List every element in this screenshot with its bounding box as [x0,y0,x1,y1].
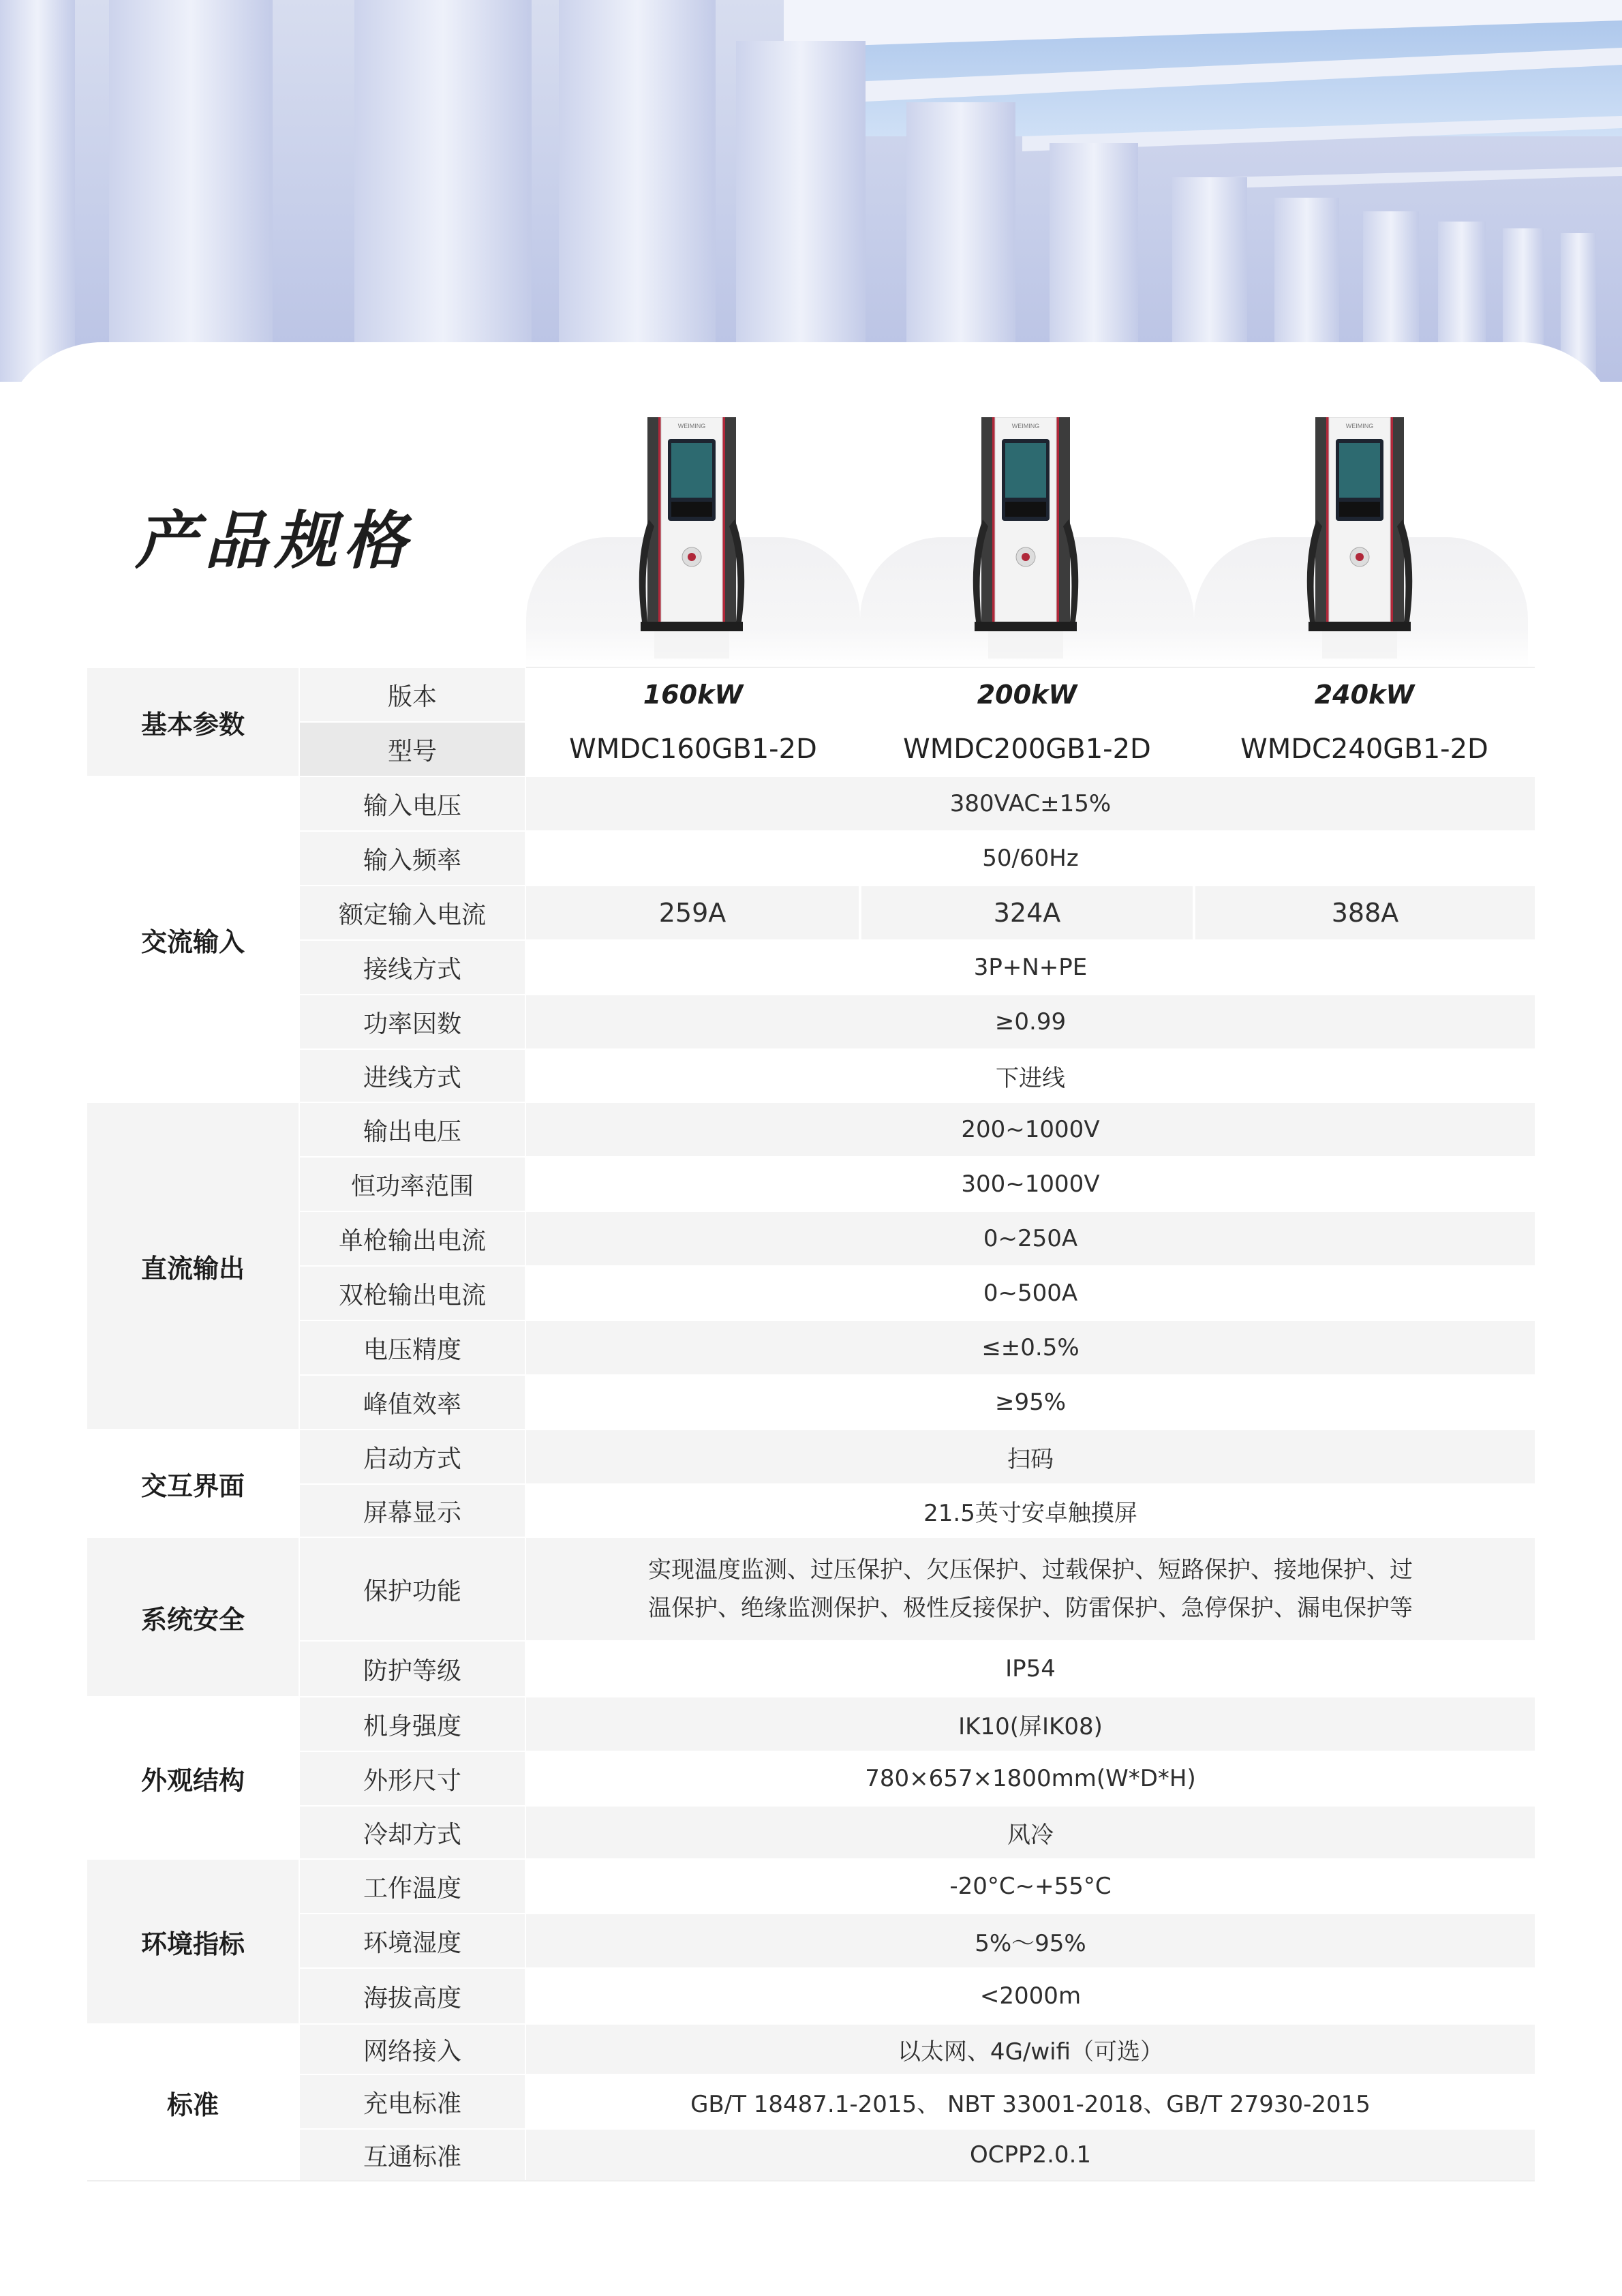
param-version: 版本 [300,668,525,721]
page-title: 产品规格 [135,504,414,577]
param-network: 网络接入 [300,2025,525,2074]
model-160: WMDC160GB1-2D [569,734,817,765]
group-dc-output: 直流输出 [87,1103,299,1429]
group-structure: 外观结构 [87,1697,299,1858]
param-cooling: 冷却方式 [300,1807,525,1858]
version-240: 240kW [1314,680,1415,710]
value-altitude: <2000m [979,1982,1082,2010]
group-interface: 交互界面 [87,1430,299,1537]
value-current-240: 388A [1195,886,1535,939]
param-interop-standard: 互通标准 [300,2130,525,2180]
version-160: 160kW [643,680,744,710]
value-current-160: 259A [526,886,859,939]
protection-line-2: 温保护、绝缘监测保护、极性反接保护、防雷保护、急停保护、漏电保护等 [648,1595,1413,1622]
param-constant-power-range: 恒功率范围 [300,1158,525,1211]
value-dual-gun-current: 0~500A [983,1280,1078,1307]
model-240: WMDC240GB1-2D [1240,734,1488,765]
value-cable-entry: 下进线 [996,1064,1065,1092]
value-input-voltage: 380VAC±15% [526,777,1535,830]
brand-label: WEIMING [1011,423,1040,429]
value-body-strength: IK10(屏IK08) [526,1697,1535,1751]
param-dual-gun-current: 双枪输出电流 [300,1267,525,1320]
value-start-mode: 扫码 [526,1430,1535,1483]
param-output-voltage: 输出电压 [300,1103,525,1156]
param-protection: 保护功能 [300,1538,525,1640]
table-bottom-rule [87,2180,1535,2181]
value-screen: 21.5英寸安卓触摸屏 [923,1499,1137,1527]
param-altitude: 海拔高度 [300,1969,525,2023]
value-charging-standard: GB/T 18487.1-2015、 NBT 33001-2018、GB/T 27930-2015 [690,2090,1371,2118]
charger-image [1302,417,1418,669]
param-input-voltage: 输入电压 [300,777,525,830]
param-body-strength: 机身强度 [300,1697,525,1751]
value-network: 以太网、4G/wifi（可选） [526,2025,1535,2074]
value-constant-power-range: 300~1000V [961,1170,1100,1198]
charger-image [968,417,1084,669]
charger-image [634,417,750,669]
value-ip-rating: IP54 [1005,1655,1056,1682]
value-power-factor: ≥0.99 [526,995,1535,1048]
brand-label: WEIMING [677,423,706,429]
value-wiring: 3P+N+PE [973,954,1088,981]
group-ac-input: 交流输入 [87,777,299,1102]
param-peak-efficiency: 峰值效率 [300,1376,525,1429]
value-humidity: 5%～95% [526,1914,1535,1967]
value-output-voltage: 200~1000V [526,1103,1535,1156]
group-standard: 标准 [87,2025,299,2180]
brand-label: WEIMING [1345,423,1374,429]
param-start-mode: 启动方式 [300,1430,525,1483]
protection-line-1: 实现温度监测、过压保护、欠压保护、过载保护、短路保护、接地保护、过 [648,1556,1413,1584]
value-protection [526,1538,1535,1640]
value-interop-standard: OCPP2.0.1 [526,2130,1535,2180]
value-voltage-accuracy: ≤±0.5% [526,1321,1535,1374]
value-current-200: 324A [861,886,1193,939]
param-single-gun-current: 单枪输出电流 [300,1212,525,1265]
group-basic: 基本参数 [87,668,299,776]
value-operating-temp: -20°C~+55°C [949,1873,1112,1900]
group-safety: 系统安全 [87,1538,299,1696]
param-wiring: 接线方式 [300,941,525,994]
group-environment: 环境指标 [87,1860,299,2023]
model-200: WMDC200GB1-2D [903,734,1151,765]
param-humidity: 环境湿度 [300,1914,525,1967]
param-input-frequency: 输入频率 [300,832,525,885]
value-cooling: 风冷 [526,1807,1535,1858]
param-charging-standard: 充电标准 [300,2075,525,2128]
param-operating-temp: 工作温度 [300,1860,525,1913]
table-top-rule [526,667,1535,668]
param-screen: 屏幕显示 [300,1485,525,1537]
param-power-factor: 功率因数 [300,995,525,1048]
value-peak-efficiency: ≥95% [994,1389,1067,1416]
param-voltage-accuracy: 电压精度 [300,1321,525,1374]
version-200: 200kW [977,680,1077,710]
param-ip-rating: 防护等级 [300,1642,525,1696]
param-cable-entry: 进线方式 [300,1050,525,1102]
hero-background [0,0,1622,382]
param-model: 型号 [300,723,525,776]
value-input-frequency: 50/60Hz [982,845,1079,872]
param-rated-input-current: 额定输入电流 [300,886,525,939]
value-single-gun-current: 0~250A [526,1212,1535,1265]
param-dimensions: 外形尺寸 [300,1752,525,1805]
value-dimensions: 780×657×1800mm(W*D*H) [865,1765,1196,1792]
